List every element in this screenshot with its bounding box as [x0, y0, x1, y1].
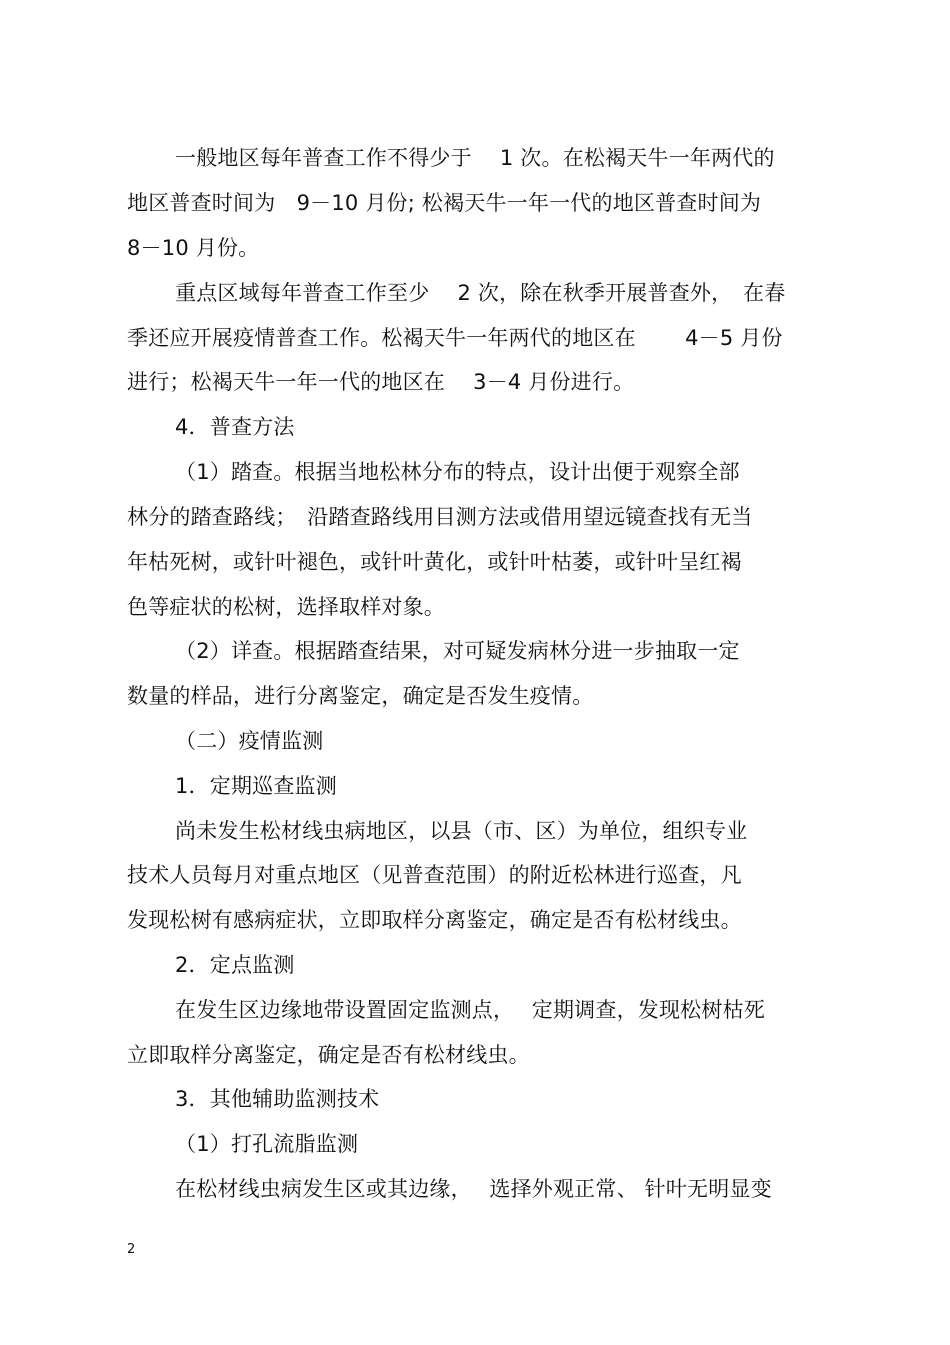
section-heading: 4．普查方法 — [175, 415, 295, 439]
text-line: 地区普查时间为 9－10 月份; 松褐天牛一年一代的地区普查时间为 — [127, 191, 762, 215]
text-line: 在松材线虫病发生区或其边缘， 选择外观正常、 针叶无明显变 — [175, 1177, 772, 1201]
text-line: （1）踏查。根据当地松林分布的特点，设计出便于观察全部 — [175, 460, 740, 484]
section-heading: 3．其他辅助监测技术 — [175, 1087, 380, 1111]
text-line: 立即取样分离鉴定，确定是否有松材线虫。 — [127, 1043, 530, 1067]
section-heading: （1）打孔流脂监测 — [175, 1132, 359, 1156]
text-line: 进行；松褐天牛一年一代的地区在 3－4 月份进行。 — [127, 370, 635, 394]
text-line: 林分的踏查路线； 沿踏查路线用目测方法或借用望远镜查找有无当 — [127, 505, 753, 529]
section-heading: 1．定期巡查监测 — [175, 774, 337, 798]
text-line: 重点区域每年普查工作至少 2 次，除在秋季开展普查外， 在春 — [175, 281, 786, 305]
text-line: 在发生区边缘地带设置固定监测点， 定期调查，发现松树枯死 — [175, 998, 765, 1022]
text-line: （2）详查。根据踏查结果，对可疑发病林分进一步抽取一定 — [175, 639, 740, 663]
text-line: 尚未发生松材线虫病地区，以县（市、区）为单位，组织专业 — [175, 819, 748, 843]
text-line: 数量的样品，进行分离鉴定，确定是否发生疫情。 — [127, 684, 594, 708]
section-heading: （二）疫情监测 — [175, 729, 324, 753]
section-heading: 2．定点监测 — [175, 953, 295, 977]
text-line: 技术人员每月对重点地区（见普查范围）的附近松林进行巡查，凡 — [127, 863, 742, 887]
page-number: 2 — [127, 1242, 136, 1257]
text-line: 发现松树有感病症状，立即取样分离鉴定，确定是否有松材线虫。 — [127, 908, 742, 932]
text-line: 一般地区每年普查工作不得少于 1 次。在松褐天牛一年两代的 — [175, 146, 775, 170]
text-line: 8－10 月份。 — [127, 236, 260, 260]
text-line: 年枯死树，或针叶褪色，或针叶黄化，或针叶枯萎，或针叶呈红褐 — [127, 550, 742, 574]
text-line: 色等症状的松树，选择取样对象。 — [127, 595, 445, 619]
text-line: 季还应开展疫情普查工作。松褐天牛一年两代的地区在 4－5 月份 — [127, 326, 783, 350]
